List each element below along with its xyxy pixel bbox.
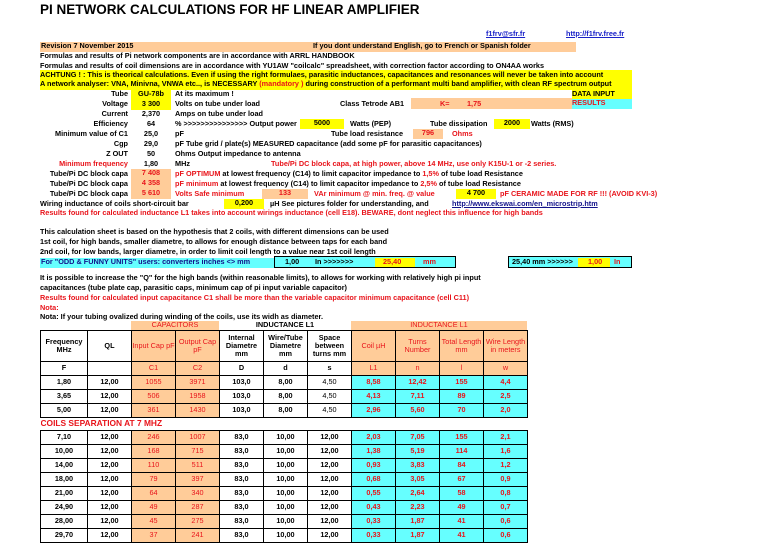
dc-block-3-value: 5 610 — [131, 189, 171, 199]
cell-wire-length: 2,1 — [484, 431, 528, 445]
efficiency-label: Efficiency — [93, 119, 128, 128]
cell-output-cap: 397 — [176, 473, 220, 487]
cell-output-cap: 1958 — [176, 390, 220, 404]
dc-block-1-text — [175, 170, 523, 178]
cell-output-cap: 511 — [176, 459, 220, 473]
min-freq-label: Minimum frequency — [59, 159, 128, 168]
cell-total-length: 155 — [440, 376, 484, 390]
para-2: 1st coil, for high bands, smaller diametre, to allows for enough distance between taps for each band — [40, 237, 388, 246]
cell-space[interactable]: 12,00 — [308, 445, 352, 459]
cell-space[interactable]: 12,00 — [308, 431, 352, 445]
cell-wire-diametre[interactable]: 8,00 — [264, 376, 308, 390]
cell-turns: 2,23 — [396, 501, 440, 515]
cell-ql[interactable]: 12,00 — [88, 376, 132, 390]
intro-line-1: Formulas and results of Pi network components are in accordance with ARRL HANDBOOK — [40, 51, 355, 60]
cell-freq[interactable]: 29,70 — [41, 529, 88, 543]
sym-d: D — [220, 362, 264, 376]
cell-space[interactable]: 12,00 — [308, 487, 352, 501]
cell-turns: 3,05 — [396, 473, 440, 487]
cell-wire-diametre[interactable]: 10,00 — [264, 459, 308, 473]
class-label: Class Tetrode AB1 — [340, 99, 405, 108]
wiring-unit: µH See pictures folder for understanding, and — [270, 199, 429, 208]
cell-internal-diametre[interactable]: 83,0 — [220, 529, 264, 543]
para-3: 2nd coil, for low bands, larger diametre, in order to limit coil length to a value near 1st coil length — [40, 247, 376, 256]
para-5: capacitances (tube plate cap, parasitic caps, minimum cap of pi input variable capacitor) — [40, 283, 347, 292]
cell-space[interactable]: 12,00 — [308, 459, 352, 473]
efficiency-value[interactable]: 64 — [146, 119, 156, 128]
cell-space[interactable]: 4,50 — [308, 376, 352, 390]
zout-unit: Ohms Output impedance to antenna — [175, 149, 301, 158]
converter-2-unit: In — [614, 257, 621, 266]
para-1: This calculation sheet is based on the hypothesis that 2 coils, with different dimensions can be used — [40, 227, 389, 236]
nota-1: Nota: — [40, 303, 59, 312]
sym-c2: C2 — [176, 362, 220, 376]
sym-f: F — [41, 362, 88, 376]
cell-internal-diametre[interactable]: 83,0 — [220, 515, 264, 529]
current-unit: Amps on tube under load — [175, 109, 263, 118]
symbol-row — [41, 362, 528, 376]
voltage-input[interactable]: 3 300 — [131, 100, 171, 110]
para-4: It is possible to increase the "Q" for the high bands (within reasonable limits), to allows for working with relatively high pi input — [40, 273, 481, 282]
revision-text: Revision 7 November 2015 — [41, 41, 134, 50]
cell-internal-diametre[interactable]: 83,0 — [220, 501, 264, 515]
cell-internal-diametre[interactable]: 103,0 — [220, 404, 264, 418]
cell-turns: 2,64 — [396, 487, 440, 501]
dc-block-1-b: at lowest frequency (C14) to limit capacitor impedance to — [220, 169, 423, 178]
cell-wire-length: 2,5 — [484, 390, 528, 404]
separator-row — [41, 418, 528, 431]
cell-turns: 7,05 — [396, 431, 440, 445]
cell-turns: 12,42 — [396, 376, 440, 390]
table-row — [41, 445, 528, 459]
dc-block-1-a: pF OPTIMUM — [175, 169, 221, 178]
cell-input-cap: 37 — [132, 529, 176, 543]
cell-wire-diametre[interactable]: 10,00 — [264, 515, 308, 529]
hdr-ql: QL — [88, 331, 132, 362]
table-row — [41, 501, 528, 515]
dc-block-2-a: pF minimum — [175, 179, 219, 188]
sym-w: w — [484, 362, 528, 376]
cell-internal-diametre[interactable]: 83,0 — [220, 473, 264, 487]
converter-label: For "ODD & FUNNY UNITS" users: converters inches <> mm — [41, 257, 251, 266]
cell-freq[interactable]: 7,10 — [41, 431, 88, 445]
tube-label: Tube — [111, 89, 128, 98]
converter-1-input[interactable]: 1,00 — [285, 257, 300, 266]
intro-line-2: Formulas and results of coil dimensions are in accordance with YU1AW "coilcalc" spreadsheet, with correction factor according to ON4AA works — [40, 61, 545, 70]
dc-block-2-value: 4 358 — [131, 179, 171, 189]
table-row — [41, 459, 528, 473]
dissipation-label: Tube dissipation — [430, 119, 488, 128]
cell-input-cap: 246 — [132, 431, 176, 445]
cell-input-cap: 168 — [132, 445, 176, 459]
table-row — [41, 473, 528, 487]
dc-block-3-a: Volts Safe minimum — [175, 189, 245, 198]
converter-1-result: 25,40 — [383, 257, 402, 266]
dc-block-2-b: at lowest frequency (C14) to limit capacitor impedance to — [218, 179, 421, 188]
hdr-internal-diametre: Internal Diametre mm — [220, 331, 264, 362]
cell-freq[interactable]: 18,00 — [41, 473, 88, 487]
cell-coil: 1,38 — [352, 445, 396, 459]
c1-unit: pF — [175, 129, 184, 138]
cell-wire-diametre[interactable]: 8,00 — [264, 404, 308, 418]
converter-1-unit: In >>>>>>> — [315, 257, 354, 266]
cell-input-cap: 110 — [132, 459, 176, 473]
para-6: Results found for calculated input capacitance C1 shall be more than the variable capacitor minimum capacitance (cell C11) — [40, 293, 470, 302]
cell-total-length: 114 — [440, 445, 484, 459]
hdr-coil: Coil µH — [352, 331, 396, 362]
cell-input-cap: 45 — [132, 515, 176, 529]
coils-separation-label: COILS SEPARATION AT 7 MHZ — [41, 418, 528, 431]
english-note: If you dont understand English, go to French or Spanish folder — [313, 41, 531, 50]
class-value-box — [411, 98, 572, 109]
cell-freq[interactable]: 1,80 — [41, 376, 88, 390]
cell-input-cap: 64 — [132, 487, 176, 501]
sym-s: s — [308, 362, 352, 376]
cell-ql[interactable]: 12,00 — [88, 404, 132, 418]
cell-output-cap: 1007 — [176, 431, 220, 445]
hdr-turns: Turns Number — [396, 331, 440, 362]
hdr-space: Space between turns mm — [308, 331, 352, 362]
website-link[interactable]: http://f1frv.free.fr — [566, 29, 625, 38]
cell-freq[interactable]: 10,00 — [41, 445, 88, 459]
tube-input[interactable]: GU-78b — [131, 90, 171, 100]
cell-coil: 2,03 — [352, 431, 396, 445]
sym-ql — [88, 362, 132, 376]
efficiency-unit: % >>>>>>>>>>>>>>> Output power — [175, 119, 297, 128]
cell-ql[interactable]: 12,00 — [88, 390, 132, 404]
sym-l: l — [440, 362, 484, 376]
cell-coil: 2,96 — [352, 404, 396, 418]
cell-internal-diametre[interactable]: 83,0 — [220, 445, 264, 459]
cell-ql[interactable]: 12,00 — [88, 501, 132, 515]
cell-ql[interactable]: 12,00 — [88, 487, 132, 501]
load-resistance-value: 796 — [413, 129, 443, 139]
cell-input-cap: 79 — [132, 473, 176, 487]
cell-ql[interactable]: 12,00 — [88, 445, 132, 459]
table-row — [41, 404, 528, 418]
table-row — [41, 376, 528, 390]
warning-line-2c: during construction of a performant multi band amplifier, with clean RF spectrum output — [305, 79, 612, 88]
output-power-unit: Watts (PEP) — [350, 119, 392, 128]
cell-total-length: 155 — [440, 431, 484, 445]
wiring-label: Wiring inductance of coils short-circuit bar — [40, 199, 189, 208]
cell-total-length: 41 — [440, 529, 484, 543]
converter-2-result: 1,00 — [588, 257, 603, 266]
hdr-wire-length: Wire Length in meters — [484, 331, 528, 362]
hdr-wire-diametre: Wire/Tube Diametre mm — [264, 331, 308, 362]
cell-wire-length: 0,7 — [484, 501, 528, 515]
cgp-label: Cgp — [113, 139, 128, 148]
cell-total-length: 70 — [440, 404, 484, 418]
tube-note: At its maximum ! — [175, 89, 234, 98]
table-row — [41, 390, 528, 404]
dc-block-2-text — [175, 180, 521, 188]
cell-wire-diametre[interactable]: 10,00 — [264, 473, 308, 487]
dc-block-1-label: Tube/Pi DC block capa — [49, 169, 128, 178]
cell-total-length: 67 — [440, 473, 484, 487]
cell-turns: 1,87 — [396, 515, 440, 529]
cell-wire-length: 0,8 — [484, 487, 528, 501]
cell-ql[interactable]: 12,00 — [88, 431, 132, 445]
cell-internal-diametre[interactable]: 103,0 — [220, 390, 264, 404]
cell-freq[interactable]: 28,00 — [41, 515, 88, 529]
cell-wire-diametre[interactable]: 10,00 — [264, 445, 308, 459]
cell-space[interactable]: 12,00 — [308, 515, 352, 529]
cell-output-cap: 287 — [176, 501, 220, 515]
dc-block-1-d: of tube load Resistance — [438, 169, 523, 178]
dc-block-3-cap[interactable]: 4 700 — [456, 189, 496, 199]
cell-coil: 0,68 — [352, 473, 396, 487]
load-resistance-unit: Ohms — [452, 129, 473, 138]
hdr-output-cap: Output Cap pF — [176, 331, 220, 362]
dc-block-3-var: 133 — [262, 189, 308, 199]
legend-data-input-label: DATA INPUT — [572, 89, 615, 98]
cell-output-cap: 275 — [176, 515, 220, 529]
converter-2-label[interactable]: 25,40 mm >>>>>> — [512, 257, 573, 266]
warning-line-2 — [40, 80, 612, 88]
cell-freq[interactable]: 3,65 — [41, 390, 88, 404]
dc-block-2-label: Tube/Pi DC block capa — [49, 179, 128, 188]
dc-block-3-label: Tube/Pi DC block capa — [49, 189, 128, 198]
cell-total-length: 49 — [440, 501, 484, 515]
cgp-unit: pF Tube grid / plate(s) MEASURED capacitance (add some pF for parasitic capacitances) — [175, 139, 482, 148]
cell-output-cap: 241 — [176, 529, 220, 543]
dissipation-value[interactable]: 2000 — [494, 119, 530, 129]
cell-turns: 5,60 — [396, 404, 440, 418]
results-table — [40, 330, 528, 543]
legend-results-label: RESULTS — [572, 98, 606, 107]
cell-coil: 0,43 — [352, 501, 396, 515]
email-link[interactable]: f1frv@sfr.fr — [486, 29, 526, 38]
cell-total-length: 84 — [440, 459, 484, 473]
output-power-value[interactable]: 5000 — [300, 119, 344, 129]
cell-wire-diametre[interactable]: 10,00 — [264, 431, 308, 445]
k-value: 1,75 — [467, 99, 482, 108]
dc-block-1-value: 7 408 — [131, 169, 171, 179]
zout-label: Z OUT — [106, 149, 128, 158]
current-value[interactable]: 2,370 — [141, 109, 161, 118]
min-freq-note: Tube/Pi DC block capa, at high power, above 14 MHz, use only K15U-1 or -2 series. — [271, 159, 557, 168]
dissipation-unit: Watts (RMS) — [531, 119, 574, 128]
cell-coil: 0,55 — [352, 487, 396, 501]
cell-wire-diametre[interactable]: 10,00 — [264, 487, 308, 501]
c1-value[interactable]: 25,0 — [143, 129, 159, 138]
cell-coil: 0,93 — [352, 459, 396, 473]
c1-label: Minimum value of C1 — [55, 129, 128, 138]
hdr-input-cap: Input Cap pF — [132, 331, 176, 362]
results-note: Results found for calculated inductance L1 takes into account wirings inductance (cell E18). BEWARE, dont neglect this influence for high bands — [40, 208, 543, 217]
dc-block-3-c: VAr minimum @ min. freq. @ value — [314, 189, 435, 198]
cell-input-cap: 49 — [132, 501, 176, 515]
cell-coil: 8,58 — [352, 376, 396, 390]
cell-space[interactable]: 12,00 — [308, 501, 352, 515]
cell-turns: 3,83 — [396, 459, 440, 473]
cell-total-length: 41 — [440, 515, 484, 529]
group-inductance: INDUCTANCE L1 — [255, 320, 315, 329]
sym-c1: C1 — [132, 362, 176, 376]
hdr-frequency: Frequency MHz — [41, 331, 88, 362]
cell-wire-length: 0,6 — [484, 529, 528, 543]
cell-output-cap: 3971 — [176, 376, 220, 390]
cell-wire-diametre[interactable]: 8,00 — [264, 390, 308, 404]
cell-ql[interactable]: 12,00 — [88, 459, 132, 473]
dc-block-2-c: 2,5% — [420, 179, 437, 188]
microstrip-link[interactable]: http://www.ekswai.com/en_microstrip.htm — [452, 199, 598, 208]
cell-space[interactable]: 12,00 — [308, 529, 352, 543]
cell-internal-diametre[interactable]: 83,0 — [220, 431, 264, 445]
cell-wire-length: 0,6 — [484, 515, 528, 529]
cell-ql[interactable]: 12,00 — [88, 515, 132, 529]
cell-turns: 5,19 — [396, 445, 440, 459]
cell-space[interactable]: 4,50 — [308, 390, 352, 404]
cell-wire-diametre[interactable]: 10,00 — [264, 529, 308, 543]
cell-output-cap: 1430 — [176, 404, 220, 418]
current-label: Current — [101, 109, 128, 118]
dc-block-1-c: 1,5% — [422, 169, 439, 178]
cell-freq[interactable]: 5,00 — [41, 404, 88, 418]
converter-1-result-unit: mm — [423, 257, 436, 266]
cell-wire-length: 4,4 — [484, 376, 528, 390]
cell-coil: 0,33 — [352, 515, 396, 529]
cell-total-length: 89 — [440, 390, 484, 404]
cell-input-cap: 361 — [132, 404, 176, 418]
load-resistance-label: Tube load resistance — [331, 129, 404, 138]
cell-coil: 0,33 — [352, 529, 396, 543]
cell-turns: 1,87 — [396, 529, 440, 543]
zout-value[interactable]: 50 — [146, 149, 156, 158]
nota-2: Nota: If your tubing ovalized during winding of the coils, use its widh as diameter. — [40, 312, 323, 321]
warning-line-2a: A network analyser: VNA, Minivna, VNWA etc.., is NECESSARY — [40, 79, 258, 88]
sym-d-small: d — [264, 362, 308, 376]
wiring-value[interactable]: 0,200 — [224, 199, 264, 209]
cell-internal-diametre[interactable]: 103,0 — [220, 376, 264, 390]
cell-coil: 4,13 — [352, 390, 396, 404]
table-row — [41, 487, 528, 501]
group-inductance-results: INDUCTANCE L1 — [351, 321, 527, 331]
cell-internal-diametre[interactable]: 83,0 — [220, 459, 264, 473]
cell-ql[interactable]: 12,00 — [88, 473, 132, 487]
cell-space[interactable]: 4,50 — [308, 404, 352, 418]
cell-freq[interactable]: 24,90 — [41, 501, 88, 515]
cell-space[interactable]: 12,00 — [308, 473, 352, 487]
cell-input-cap: 1055 — [132, 376, 176, 390]
dc-block-3-e: pF CERAMIC MADE FOR RF !!! (AVOID KVI-3) — [500, 189, 658, 198]
sym-n: n — [396, 362, 440, 376]
cell-wire-length: 1,6 — [484, 445, 528, 459]
cell-output-cap: 715 — [176, 445, 220, 459]
voltage-label: Voltage — [102, 99, 128, 108]
cell-wire-length: 1,2 — [484, 459, 528, 473]
warning-mandatory: (mandatory ) — [259, 79, 304, 88]
k-label: K= — [440, 99, 450, 108]
cell-turns: 7,11 — [396, 390, 440, 404]
table-row — [41, 529, 528, 543]
min-freq-value[interactable]: 1,80 — [143, 159, 159, 168]
sym-l1: L1 — [352, 362, 396, 376]
legend-results — [572, 99, 632, 109]
cell-wire-length: 2,0 — [484, 404, 528, 418]
page-title: PI NETWORK CALCULATIONS FOR HF LINEAR AMPLIFIER — [40, 2, 420, 17]
cell-input-cap: 506 — [132, 390, 176, 404]
group-capacitors: CAPACITORS — [131, 321, 219, 331]
table-row — [41, 515, 528, 529]
warning-line-1: ACHTUNG ! : This is theorical calculations. Even if using the right formulaes, parasitic inductances, capacitances and resonances will never be taken into account — [40, 70, 604, 79]
cell-ql[interactable]: 12,00 — [88, 529, 132, 543]
cell-internal-diametre[interactable]: 83,0 — [220, 487, 264, 501]
hdr-total-length: Total Length mm — [440, 331, 484, 362]
cgp-value[interactable]: 29,0 — [143, 139, 159, 148]
voltage-unit: Volts on tube under load — [175, 99, 260, 108]
min-freq-unit: MHz — [175, 159, 190, 168]
cell-wire-diametre[interactable]: 10,00 — [264, 501, 308, 515]
dc-block-2-d: of tube load Resistance — [436, 179, 521, 188]
cell-wire-length: 0,9 — [484, 473, 528, 487]
header-row — [41, 331, 528, 362]
cell-total-length: 58 — [440, 487, 484, 501]
cell-output-cap: 340 — [176, 487, 220, 501]
cell-freq[interactable]: 21,00 — [41, 487, 88, 501]
cell-freq[interactable]: 14,00 — [41, 459, 88, 473]
table-row — [41, 431, 528, 445]
